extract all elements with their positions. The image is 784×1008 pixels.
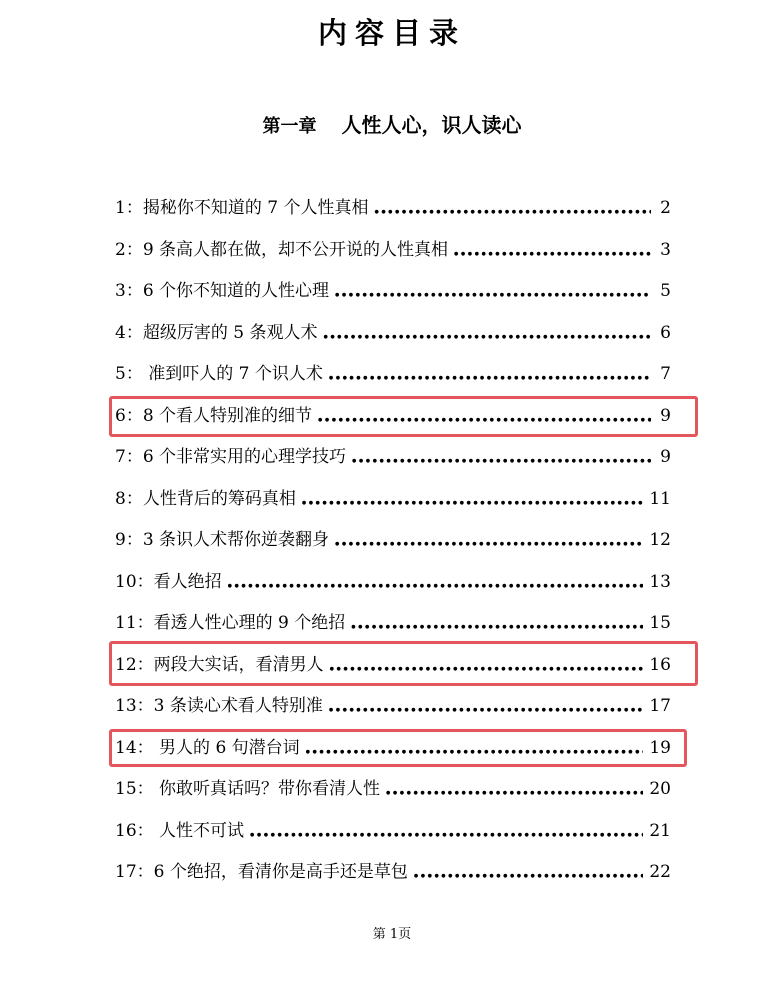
- dot-leader: [329, 689, 644, 728]
- toc-entry-title: 13：3 条读心术看人特别准: [115, 696, 323, 716]
- toc-entry-title: 17：6 个绝招，看清你是高手还是草包: [115, 862, 408, 882]
- toc-entry-page: 13: [649, 571, 671, 592]
- highlight-box: [109, 396, 698, 437]
- toc-entry-page: 2: [660, 198, 671, 218]
- dot-leader: [454, 233, 651, 272]
- dot-leader: [414, 855, 644, 894]
- toc-entry-title: 5： 准到吓人的 7 个识人术: [115, 364, 323, 384]
- dot-leader: [228, 565, 644, 604]
- toc-entry-title: 4：超级厉害的 5 条观人术: [115, 322, 318, 343]
- toc-entry[interactable]: [115, 190, 671, 232]
- toc-entry-title: 11：看透人性心理的 9 个绝招: [115, 613, 346, 633]
- dot-leader: [250, 814, 643, 853]
- toc-entry[interactable]: [115, 813, 671, 855]
- toc-entry-title: 7：6 个非常实用的心理学技巧: [115, 447, 347, 467]
- toc-entry-title: 15： 你敢听真话吗？带你看清人性: [115, 779, 381, 799]
- toc-entry-page: 9: [660, 405, 671, 426]
- toc-entry-page: 21: [649, 820, 671, 841]
- toc-entry-title: 9：3 条识人术帮你逆袭翻身: [115, 530, 330, 550]
- toc-entry-title: 3：6 个你不知道的人性心理: [115, 281, 330, 301]
- toc-entry[interactable]: [115, 232, 671, 274]
- page-title: 内容目录: [317, 16, 466, 50]
- toc-entry-title: 6：8 个看人特别准的细节: [115, 405, 313, 426]
- toc-entry-title: 14： 男人的 6 句潜台词: [115, 737, 300, 758]
- dot-leader: [386, 772, 643, 811]
- toc-entry-title: 1：揭秘你不知道的 7 个人性真相: [115, 198, 369, 218]
- table-of-contents: [115, 190, 671, 896]
- toc-entry[interactable]: [115, 356, 671, 398]
- toc-entry-page: 11: [649, 488, 671, 509]
- chapter-title: 人性人心，识人读心: [341, 113, 522, 137]
- toc-entry-page: 19: [649, 737, 671, 758]
- dot-leader: [335, 274, 651, 313]
- toc-entry-page: 22: [649, 862, 671, 882]
- toc-entry-title: 8：人性背后的筹码真相: [115, 488, 296, 509]
- toc-entry[interactable]: [115, 481, 671, 523]
- dot-leader: [302, 482, 644, 521]
- dot-leader: [352, 440, 651, 479]
- toc-entry-title: 10：看人绝招: [115, 571, 222, 592]
- dot-leader: [323, 316, 651, 355]
- toc-entry-page: 20: [649, 779, 671, 799]
- toc-entry[interactable]: [115, 564, 671, 606]
- toc-entry-page: 12: [649, 530, 671, 550]
- toc-entry-title: 12：两段大实话，看清男人: [115, 654, 324, 675]
- toc-entry-title: 16： 人性不可试: [115, 820, 245, 841]
- toc-entry-page: 3: [660, 239, 671, 260]
- toc-entry-page: 5: [660, 281, 671, 301]
- dot-leader: [329, 357, 651, 396]
- chapter-heading: [0, 110, 784, 142]
- toc-entry[interactable]: [115, 439, 671, 481]
- toc-entry-page: 17: [649, 696, 671, 716]
- toc-entry[interactable]: [115, 688, 671, 730]
- toc-entry-page: 9: [660, 447, 671, 467]
- toc-entry-page: 15: [649, 613, 671, 633]
- toc-entry[interactable]: [115, 273, 671, 315]
- toc-entry-page: 7: [660, 364, 671, 384]
- toc-entry-page: 16: [649, 654, 671, 675]
- dot-leader: [374, 191, 651, 230]
- highlight-box: [109, 641, 698, 686]
- dot-leader: [351, 606, 643, 645]
- chapter-number: 第一章: [262, 116, 317, 137]
- toc-entry-title: 2：9 条高人都在做，却不公开说的人性真相: [115, 239, 449, 260]
- toc-entry[interactable]: [115, 854, 671, 896]
- toc-entry-page: 6: [660, 322, 671, 343]
- highlight-box: [109, 729, 687, 767]
- page-footer: 第 1页: [372, 927, 412, 942]
- dot-leader: [335, 523, 643, 562]
- toc-entry[interactable]: [115, 522, 671, 564]
- toc-entry[interactable]: [115, 771, 671, 813]
- toc-entry[interactable]: [115, 315, 671, 357]
